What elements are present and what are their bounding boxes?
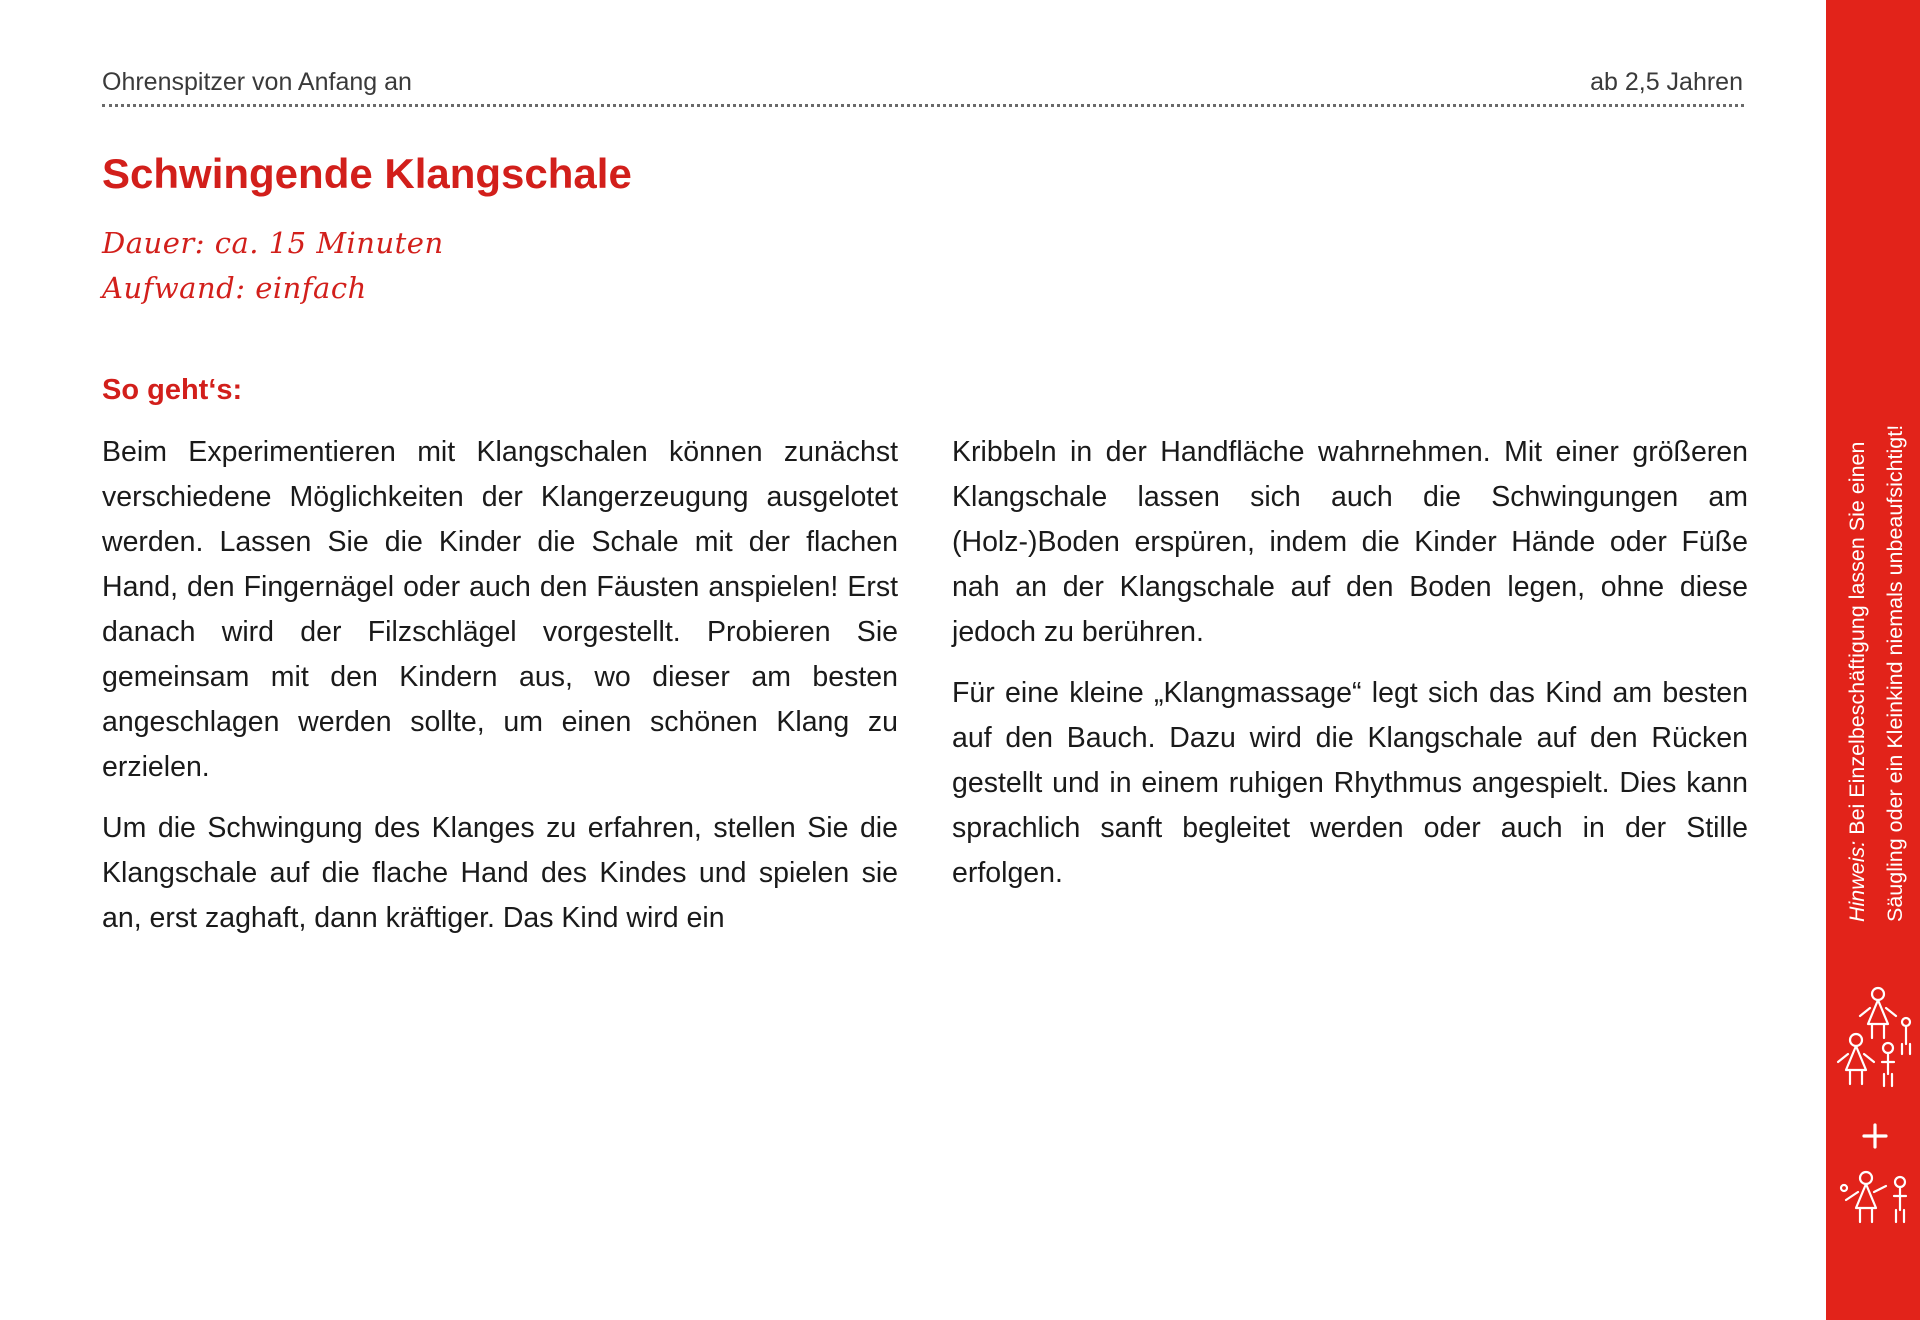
section-heading: So geht‘s: <box>102 374 243 406</box>
paragraph: Kribbeln in der Handfläche wahrnehmen. Mit einer größeren Klangschale lassen sich auch die Schwingungen am (Holz-)Boden erspüren, indem die Kinder Hände oder Füße nah an der Klangschale auf den Boden legen, ohne diese jedoch zu berühren. <box>952 436 1748 648</box>
text-column-right <box>952 430 1748 912</box>
text-column-left <box>102 430 898 957</box>
hint-text: Bei Einzelbeschäftigung lassen Sie einen Säugling oder ein Kleinkind niemals unbeaufsichtigt! <box>1845 424 1907 922</box>
hint-label: Hinweis: <box>1845 840 1869 922</box>
paragraph: Beim Experimentieren mit Klangschalen können zunächst verschiedene Möglichkeiten der Klangerzeugung ausgelotet werden. Lassen Sie die Kinder die Schale mit der flachen Hand, den Fingernägel oder auch den Fäusten anspielen! Erst danach wird der Filzschlägel vorgestellt. Probieren Sie gemeinsam mit den Kindern aus, wo dieser am besten angeschlagen werden sollte, um einen schönen Klang zu erzielen. <box>102 436 898 783</box>
paragraph: Für eine kleine „Klangmassage“ legt sich das Kind am besten auf den Bauch. Dazu wird die Klangschale auf den Rücken gestellt und in einem ruhigen Rhythmus angespielt. Dies kann sprachlich sanft begleitet werden oder auch in der Stille erfolgen. <box>952 677 1748 889</box>
header-age-range: ab 2,5 Jahren <box>1590 68 1743 96</box>
single-child-icon <box>1841 1172 1906 1222</box>
effort-label: Aufwand: einfach <box>102 271 367 305</box>
safety-hint <box>1838 362 1914 922</box>
paragraph: Um die Schwingung des Klanges zu erfahren, stellen Sie die Klangschale auf die flache Hand des Kindes und spielen sie an, erst zaghaft, dann kräftiger. Das Kind wird ein <box>102 812 898 934</box>
header-divider <box>102 104 1744 107</box>
duration-label: Dauer: ca. 15 Minuten <box>102 226 444 260</box>
header-series-title: Ohrenspitzer von Anfang an <box>102 68 412 96</box>
page-title: Schwingende Klangschale <box>102 150 632 197</box>
group-children-icon <box>1838 988 1910 1086</box>
plus-icon <box>1864 1125 1886 1147</box>
sidebar-icons <box>1830 982 1916 1232</box>
